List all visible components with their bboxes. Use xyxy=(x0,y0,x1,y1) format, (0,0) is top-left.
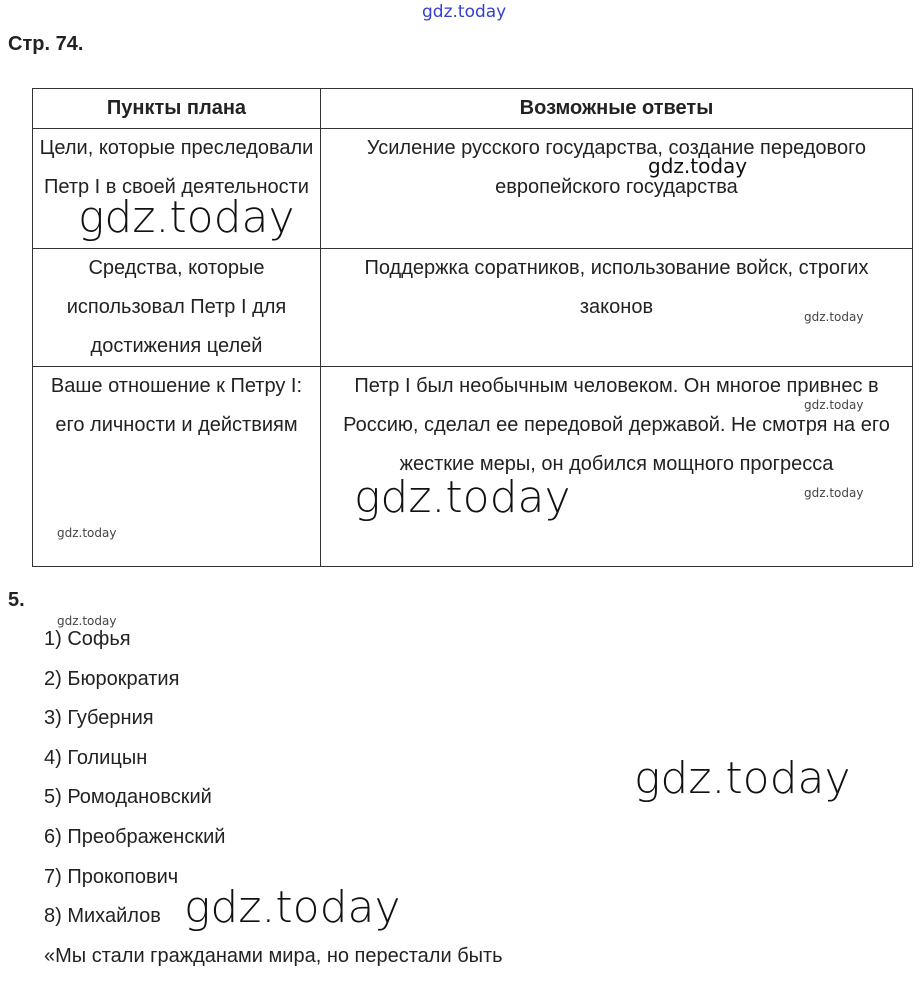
header-cell: Возможные ответы xyxy=(320,89,912,129)
section-number: 5. xyxy=(8,589,25,611)
list-item: 7) Прокопович xyxy=(44,865,179,888)
table-cell: Усиление русского государства, создание передового европейского государства xyxy=(320,129,912,249)
watermark: gdz.today xyxy=(804,310,864,324)
list-item: 8) Михайлов xyxy=(44,905,161,928)
header-cell: Пункты плана xyxy=(33,89,321,129)
watermark: gdz.today xyxy=(422,2,507,22)
watermark: gdz.today xyxy=(57,526,117,540)
watermark: gdz.today xyxy=(634,753,851,804)
list-item: 6) Преображенский xyxy=(44,825,226,848)
table-cell: Петр I был необычным человеком. Он многое привнес в Россию, сделал ее передовой державой. Не смотря на его жесткие меры, он добился мощного прогресса xyxy=(320,367,912,567)
list-item: 3) Губерния xyxy=(44,707,154,730)
watermark: gdz.today xyxy=(804,398,864,412)
table-header-row xyxy=(33,89,913,129)
quote-line: «Мы стали гражданами мира, но перестали быть xyxy=(44,944,503,967)
table-cell: Ваше отношение к Петру I: его личности и действиям xyxy=(33,367,321,567)
page-heading: Стр. 74. xyxy=(8,33,84,55)
watermark: gdz.today xyxy=(78,192,295,243)
watermark: gdz.today xyxy=(184,882,401,933)
watermark: gdz.today xyxy=(804,486,864,500)
table-cell: Поддержка соратников, использование войск, строгих законов xyxy=(320,249,912,367)
list-item: 5) Ромодановский xyxy=(44,786,212,809)
table-row xyxy=(33,367,913,567)
watermark: gdz.today xyxy=(354,472,571,523)
watermark: gdz.today xyxy=(648,154,748,178)
list-item: 2) Бюрократия xyxy=(44,667,180,690)
watermark: gdz.today xyxy=(57,614,117,628)
list-item: 1) Софья xyxy=(44,628,131,650)
list-item: 4) Голицын xyxy=(44,746,148,769)
table-row xyxy=(33,249,913,367)
table-cell: Цели, которые преследовали Петр I в своей деятельности xyxy=(33,129,321,249)
table-cell: Средства, которые использовал Петр I для достижения целей xyxy=(33,249,321,367)
